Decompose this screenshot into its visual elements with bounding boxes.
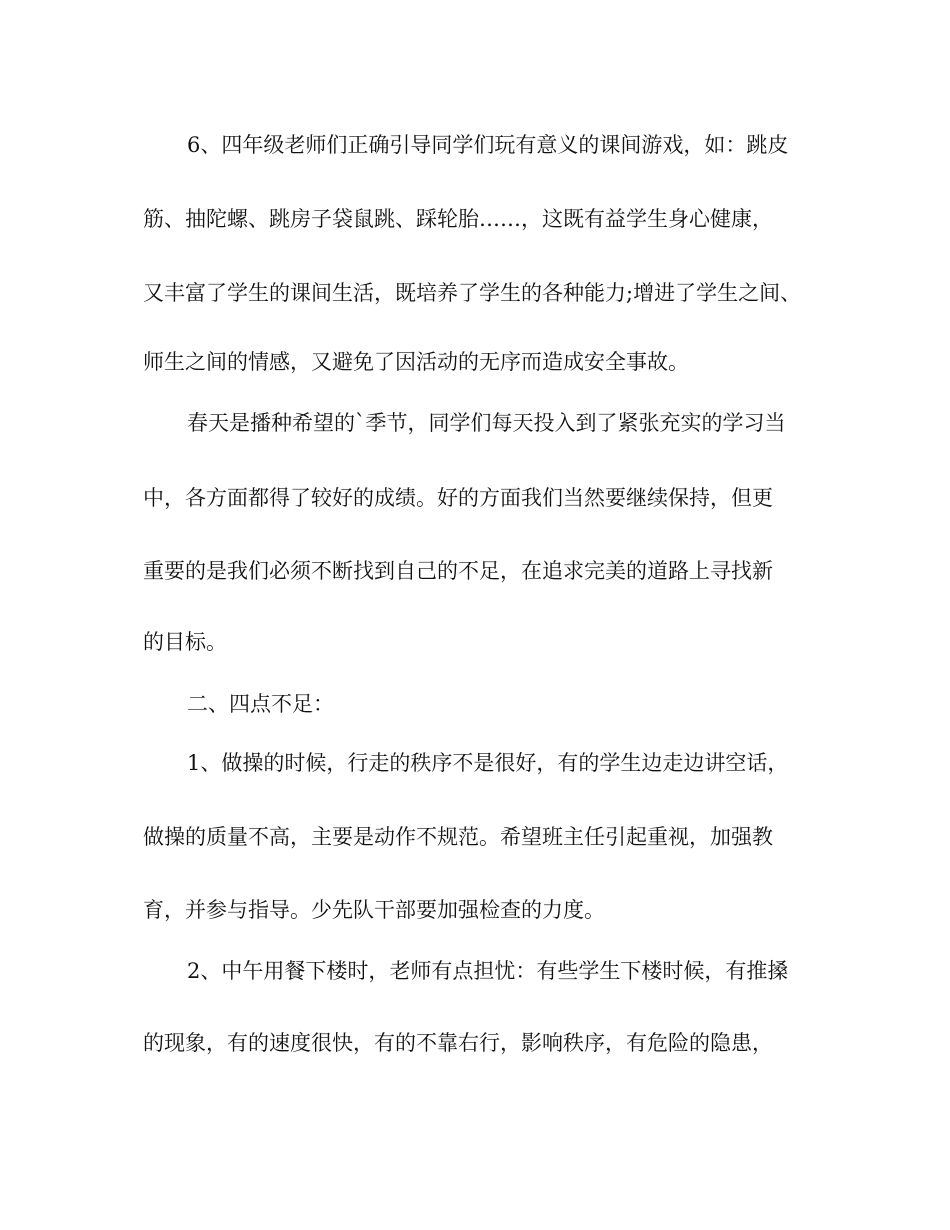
paragraph-line: 中，各方面都得了较好的成绩。好的方面我们当然要继续保持，但更 (143, 486, 773, 510)
paragraph-line: 的现象，有的速度很快，有的不靠右行，影响秩序，有危险的隐患， (143, 1031, 773, 1055)
paragraph-line: 育，并参与指导。少先队干部要加强检查的力度。 (143, 898, 605, 922)
paragraph-line: 又丰富了学生的课间生活，既培养了学生的各种能力;增进了学生之间、 (143, 281, 802, 305)
paragraph-line: 1、做操的时候，行走的秩序不是很好，有的学生边走边讲空话， (187, 751, 789, 775)
paragraph-line: 筋、抽陀螺、跳房子袋鼠跳、踩轮胎……，这既有益学生身心健康， (143, 207, 773, 231)
paragraph-line: 春天是播种希望的`季节，同学们每天投入到了紧张充实的学习当 (187, 411, 786, 435)
paragraph-line: 重要的是我们必须不断找到自己的不足，在追求完美的道路上寻找新 (143, 559, 773, 583)
section-heading: 二、四点不足： (187, 692, 334, 716)
paragraph-line: 师生之间的情感，又避免了因活动的无序而造成安全事故。 (143, 350, 689, 374)
paragraph-line: 做操的质量不高，主要是动作不规范。希望班主任引起重视，加强教 (143, 825, 773, 849)
paragraph-line: 2、中午用餐下楼时，老师有点担忧：有些学生下楼时候，有推搡 (187, 959, 789, 983)
paragraph-line: 6、四年级老师们正确引导同学们玩有意义的课间游戏，如：跳皮 (187, 133, 789, 157)
paragraph-line: 的目标。 (143, 630, 227, 654)
